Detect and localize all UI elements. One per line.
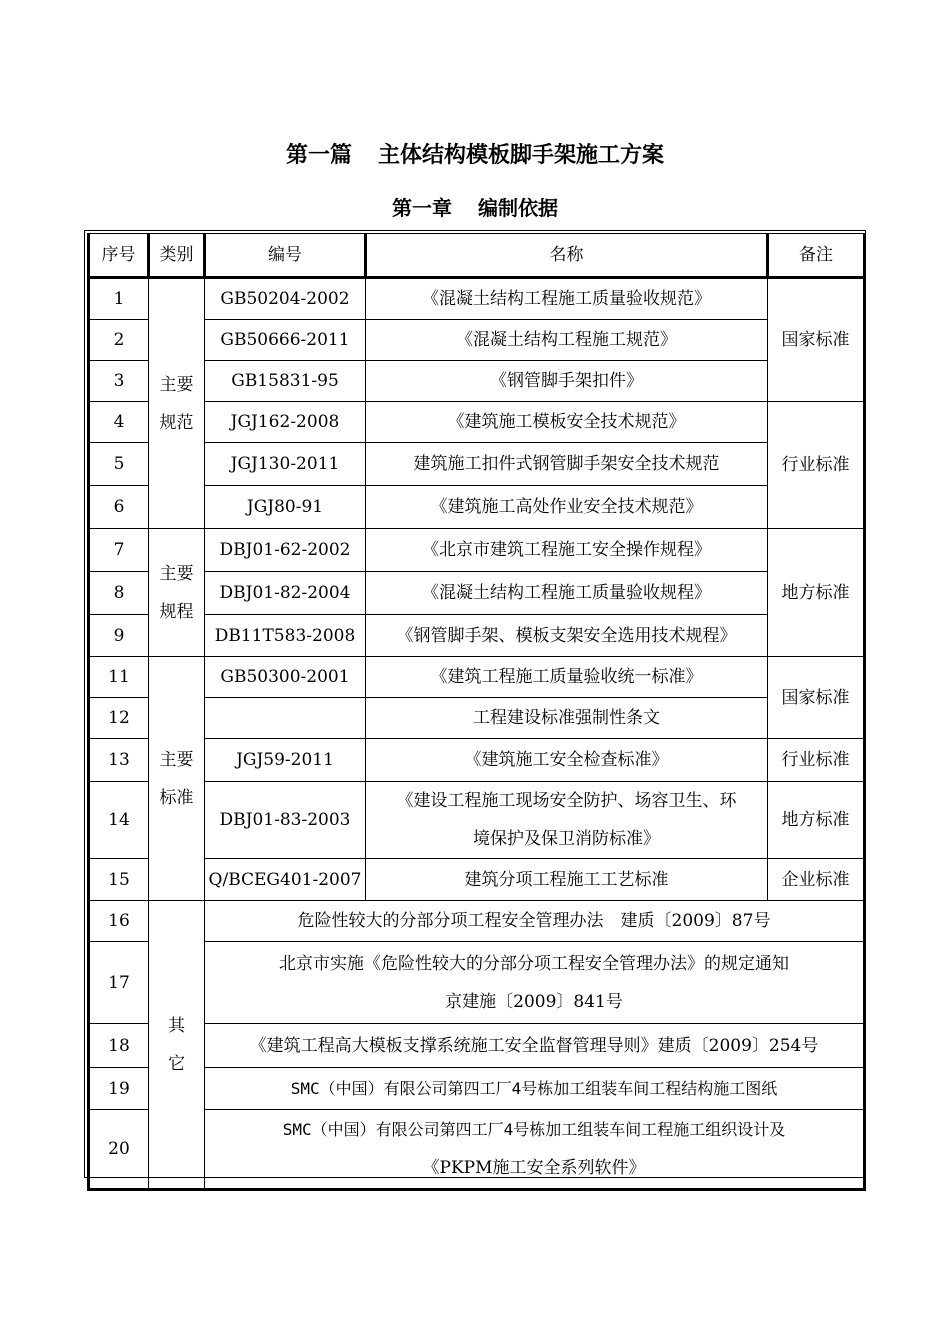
- table-row: [89, 782, 865, 859]
- row-code: JGJ162-2008: [205, 402, 366, 443]
- remark-local: 地方标准: [768, 529, 865, 657]
- row-no: 13: [89, 739, 149, 782]
- row-code: GB50204-2002: [205, 278, 366, 320]
- row-name: 《建筑施工高处作业安全技术规范》: [366, 486, 768, 529]
- chapter-label: 第一章: [392, 196, 452, 220]
- table-row: [89, 942, 865, 1024]
- other-item-text: SMC（中国）有限公司第四工厂4号栋加工组装车间工程施工组织设计及 《PKPM施工安全系列软件》: [205, 1110, 865, 1190]
- table-row: [89, 657, 865, 698]
- row-name: 《钢管脚手架、模板支架安全选用技术规程》: [366, 615, 768, 657]
- row-code: DBJ01-83-2003: [205, 782, 366, 859]
- row-code: DB11T583-2008: [205, 615, 366, 657]
- row-name: 《混凝土结构工程施工质量验收规范》: [366, 278, 768, 320]
- remark-national: 国家标准: [768, 278, 865, 402]
- row-code: DBJ01-62-2002: [205, 529, 366, 572]
- row-code: [205, 698, 366, 739]
- remark-national: 国家标准: [768, 657, 865, 739]
- category-spec: 主要 规范: [149, 278, 205, 529]
- row-no: 3: [89, 361, 149, 402]
- table-row: [89, 443, 865, 486]
- table-header-row: [89, 234, 865, 278]
- row-name: 《建筑施工模板安全技术规范》: [366, 402, 768, 443]
- row-code: Q/BCEG401-2007: [205, 859, 366, 901]
- table-row: [89, 529, 865, 572]
- header-name: 名称: [366, 234, 768, 278]
- remark-enterprise: 企业标准: [768, 859, 865, 901]
- row-no: 8: [89, 572, 149, 615]
- other-item-text: 北京市实施《危险性较大的分部分项工程安全管理办法》的规定通知 京建施〔2009〕841号: [205, 942, 865, 1024]
- category-standard: 主要 标准: [149, 657, 205, 901]
- row-name: 《北京市建筑工程施工安全操作规程》: [366, 529, 768, 572]
- table-row: [89, 615, 865, 657]
- row-no: 6: [89, 486, 149, 529]
- row-no: 4: [89, 402, 149, 443]
- row-no: 12: [89, 698, 149, 739]
- row-no: 11: [89, 657, 149, 698]
- row-name: 《建筑工程施工质量验收统一标准》: [366, 657, 768, 698]
- table-row: [89, 361, 865, 402]
- row-name: 建筑施工扣件式钢管脚手架安全技术规范: [366, 443, 768, 486]
- row-no: 15: [89, 859, 149, 901]
- row-name: 《混凝土结构工程施工规范》: [366, 320, 768, 361]
- row-code: JGJ130-2011: [205, 443, 366, 486]
- category-procedure: 主要 规程: [149, 529, 205, 657]
- row-code: JGJ59-2011: [205, 739, 366, 782]
- header-no: 序号: [89, 234, 149, 278]
- other-item-text: SMC（中国）有限公司第四工厂4号栋加工组装车间工程结构施工图纸: [205, 1068, 865, 1110]
- row-name: 建筑分项工程施工工艺标准: [366, 859, 768, 901]
- table-row: [89, 1068, 865, 1110]
- table-row: [89, 278, 865, 320]
- header-code: 编号: [205, 234, 366, 278]
- remark-industry: 行业标准: [768, 402, 865, 529]
- row-name: 《钢管脚手架扣件》: [366, 361, 768, 402]
- row-no: 1: [89, 278, 149, 320]
- part-title-text: 主体结构模板脚手架施工方案: [378, 142, 665, 168]
- row-no: 14: [89, 782, 149, 859]
- row-code: GB50666-2011: [205, 320, 366, 361]
- row-code: JGJ80-91: [205, 486, 366, 529]
- table-row: [89, 1024, 865, 1068]
- row-name: 《建设工程施工现场安全防护、场容卫生、环 境保护及保卫消防标准》: [366, 782, 768, 859]
- other-item-text: 危险性较大的分部分项工程安全管理办法 建质〔2009〕87号: [205, 901, 865, 942]
- row-no: 9: [89, 615, 149, 657]
- row-name: 《建筑施工安全检查标准》: [366, 739, 768, 782]
- row-no: 19: [89, 1068, 149, 1110]
- header-remark: 备注: [768, 234, 865, 278]
- table-row: [89, 739, 865, 782]
- row-code: GB15831-95: [205, 361, 366, 402]
- row-no: 7: [89, 529, 149, 572]
- row-no: 17: [89, 942, 149, 1024]
- table-row: [89, 859, 865, 901]
- row-code: DBJ01-82-2004: [205, 572, 366, 615]
- part-title: [0, 138, 950, 169]
- table-row: [89, 402, 865, 443]
- table-row: [89, 572, 865, 615]
- row-no: 20: [89, 1110, 149, 1190]
- chapter-title: [0, 192, 950, 221]
- part-label: 第一篇: [285, 142, 352, 168]
- table-row: [89, 486, 865, 529]
- header-category: 类别: [149, 234, 205, 278]
- table-row: [89, 320, 865, 361]
- row-no: 16: [89, 901, 149, 942]
- row-name: 工程建设标准强制性条文: [366, 698, 768, 739]
- row-name: 《混凝土结构工程施工质量验收规程》: [366, 572, 768, 615]
- table-row: [89, 698, 865, 739]
- remark-industry: 行业标准: [768, 739, 865, 782]
- category-other: 其 它: [149, 901, 205, 1190]
- table-row: [89, 1110, 865, 1190]
- remark-local: 地方标准: [768, 782, 865, 859]
- row-no: 5: [89, 443, 149, 486]
- basis-table: [87, 233, 866, 1191]
- chapter-title-text: 编制依据: [478, 196, 558, 220]
- row-code: GB50300-2001: [205, 657, 366, 698]
- row-no: 18: [89, 1024, 149, 1068]
- row-no: 2: [89, 320, 149, 361]
- other-item-text: 《建筑工程高大模板支撑系统施工安全监督管理导则》建质〔2009〕254号: [205, 1024, 865, 1068]
- table-row: [89, 901, 865, 942]
